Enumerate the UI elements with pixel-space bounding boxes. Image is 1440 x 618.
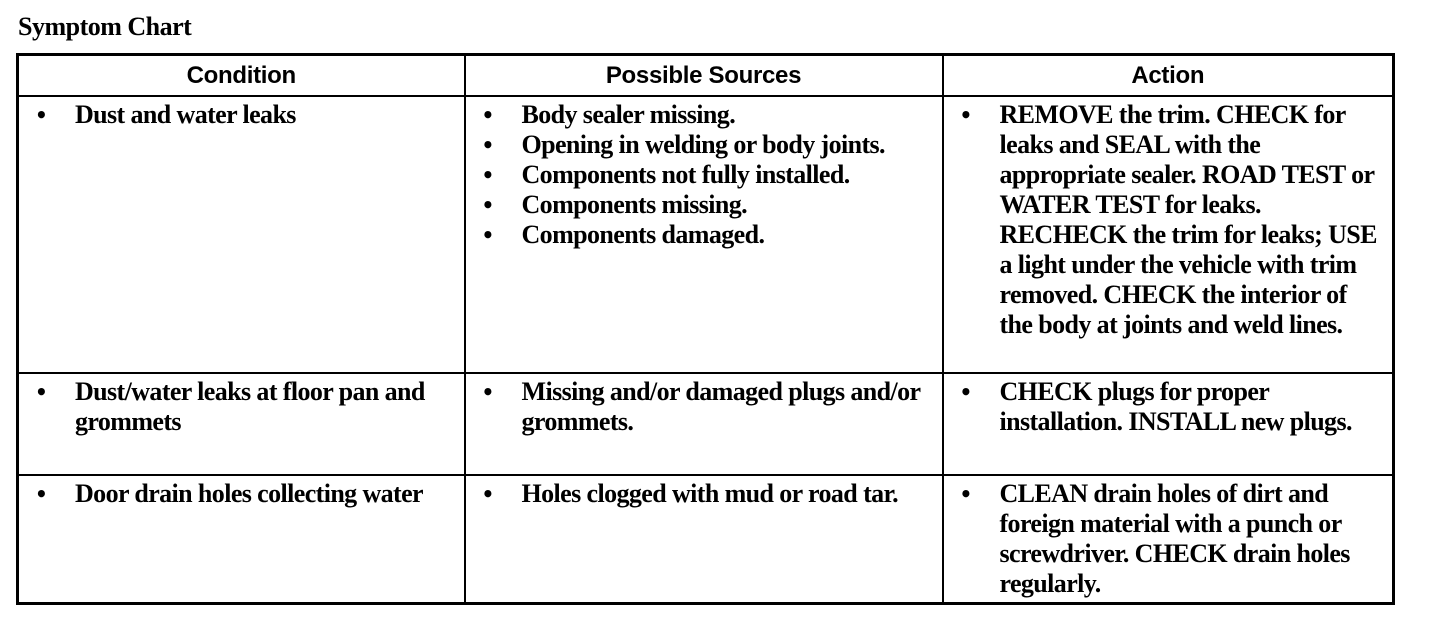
source-text: Components missing. xyxy=(521,190,748,219)
list-item xyxy=(466,220,942,250)
list-item xyxy=(944,377,1393,437)
source-text: Components damaged. xyxy=(521,220,765,249)
action-text: CHECK plugs for proper installation. INSTALL new plugs. xyxy=(999,377,1352,436)
list-item xyxy=(944,100,1393,340)
table-row xyxy=(18,373,1394,475)
condition-list xyxy=(19,479,464,509)
action-cell xyxy=(943,373,1394,475)
symptom-chart-table xyxy=(16,53,1395,605)
list-item xyxy=(466,377,942,437)
header-action: Action xyxy=(943,55,1394,97)
condition-list xyxy=(19,100,464,130)
list-item xyxy=(466,190,942,220)
list-item xyxy=(944,479,1393,599)
source-text: Body sealer missing. xyxy=(521,100,736,129)
sources-list xyxy=(466,100,942,250)
bullet-icon: • xyxy=(481,223,494,247)
action-list xyxy=(944,479,1393,599)
condition-cell xyxy=(18,373,465,475)
table-body xyxy=(18,96,1394,604)
table-header-row xyxy=(18,55,1394,97)
sources-cell xyxy=(465,96,943,373)
table-row xyxy=(18,96,1394,373)
action-cell xyxy=(943,475,1394,604)
header-condition: Condition xyxy=(18,55,465,97)
condition-cell xyxy=(18,475,465,604)
sources-list xyxy=(466,479,942,509)
condition-cell xyxy=(18,96,465,373)
bullet-icon: • xyxy=(959,103,972,127)
sources-list xyxy=(466,377,942,437)
list-item xyxy=(466,100,942,130)
bullet-icon: • xyxy=(959,380,972,404)
action-list xyxy=(944,377,1393,437)
action-list xyxy=(944,100,1393,340)
bullet-icon: • xyxy=(481,380,494,404)
list-item xyxy=(19,479,464,509)
bullet-icon: • xyxy=(481,482,494,506)
page-title: Symptom Chart xyxy=(18,12,192,41)
bullet-icon: • xyxy=(959,482,972,506)
header-possible-sources: Possible Sources xyxy=(465,55,943,97)
condition-text: Door drain holes collecting water xyxy=(75,479,423,508)
action-cell xyxy=(943,96,1394,373)
source-text: Missing and/or damaged plugs and/or grommets. xyxy=(521,377,920,436)
source-text: Opening in welding or body joints. xyxy=(521,130,885,159)
bullet-icon: • xyxy=(481,133,494,157)
list-item xyxy=(466,479,942,509)
list-item xyxy=(19,100,464,130)
condition-text: Dust and water leaks xyxy=(75,100,296,129)
action-text: CLEAN drain holes of dirt and foreign material with a punch or screwdriver. CHECK drain holes regularly. xyxy=(999,479,1350,598)
bullet-icon: • xyxy=(35,380,48,404)
condition-text: Dust/water leaks at floor pan and grommets xyxy=(75,377,425,436)
action-text: REMOVE the trim. CHECK for leaks and SEAL with the appropriate sealer. ROAD TEST or WATER TEST for leaks. RECHECK the trim for leaks; USE a light under the vehicle with trim removed. CHECK the interior of the body at joints and weld lines. xyxy=(999,100,1377,339)
source-text: Components not fully installed. xyxy=(521,160,850,189)
bullet-icon: • xyxy=(481,193,494,217)
condition-list xyxy=(19,377,464,437)
bullet-icon: • xyxy=(35,103,48,127)
bullet-icon: • xyxy=(481,103,494,127)
list-item xyxy=(19,377,464,437)
list-item xyxy=(466,160,942,190)
source-text: Holes clogged with mud or road tar. xyxy=(521,479,898,508)
table-row xyxy=(18,475,1394,604)
sources-cell xyxy=(465,475,943,604)
list-item xyxy=(466,130,942,160)
bullet-icon: • xyxy=(35,482,48,506)
sources-cell xyxy=(465,373,943,475)
bullet-icon: • xyxy=(481,163,494,187)
